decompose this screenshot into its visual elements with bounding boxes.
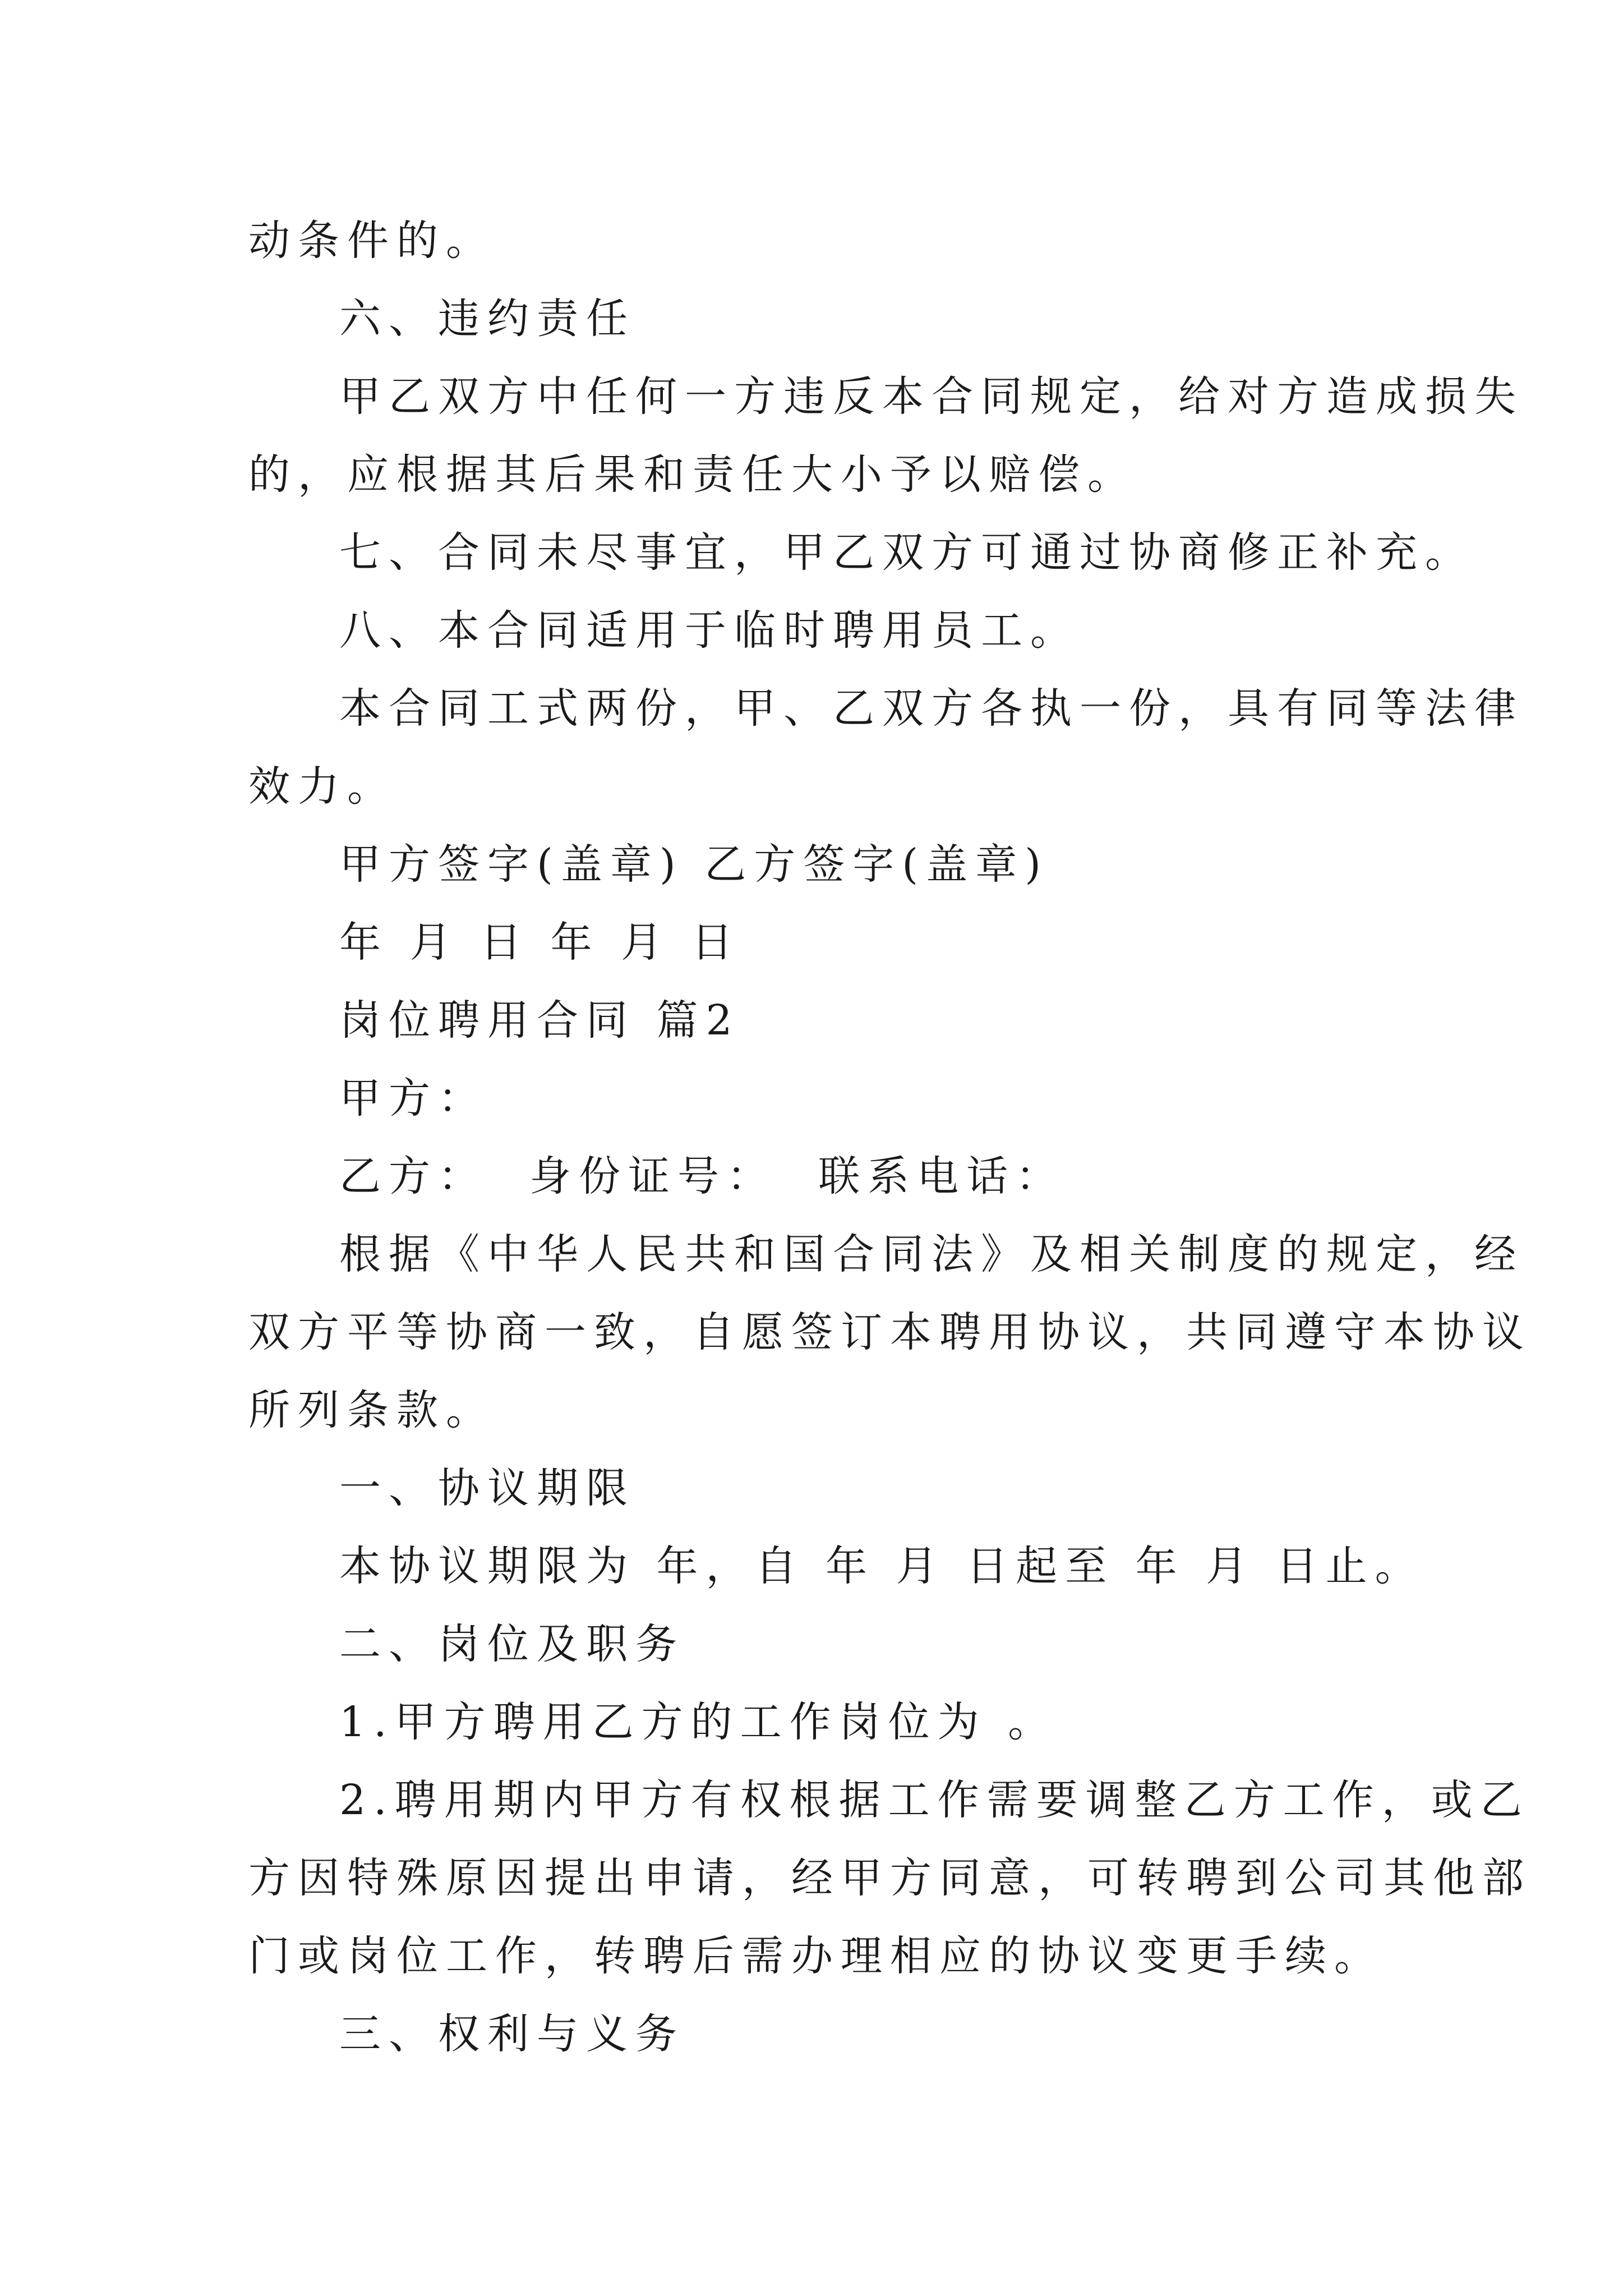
text-line: 本协议期限为 年，自 年 月 日起至 年 月 日止。 xyxy=(339,1542,1424,1590)
party-b-line: 乙方： 身份证号： 联系电话： xyxy=(339,1152,1066,1200)
text-line: 根据《中华人民共和国合同法》及相关制度的规定，经 xyxy=(339,1230,1524,1278)
text-line: 效力。 xyxy=(248,762,396,811)
text-line: 所列条款。 xyxy=(248,1386,495,1434)
text-line: 甲乙双方中任何一方违反本合同规定，给对方造成损失 xyxy=(339,372,1524,421)
section-heading: 六、违约责任 xyxy=(339,295,635,343)
date-line: 年 月 日 年 月 日 xyxy=(339,918,741,967)
text-line: 的，应根据其后果和责任大小予以赔偿。 xyxy=(248,450,1137,499)
text-line: 方因特殊原因提出申请，经甲方同意，可转聘到公司其他部 xyxy=(248,1854,1532,1902)
text-line: 八、本合同适用于临时聘用员工。 xyxy=(339,606,1080,655)
party-a-line: 甲方： xyxy=(339,1074,487,1122)
text-line: 本合同工式两份，甲、乙双方各执一份，具有同等法律 xyxy=(339,684,1524,733)
signature-line: 甲方签字(盖章) 乙方签字(盖章) xyxy=(339,840,1049,889)
text-line: 2.聘用期内甲方有权根据工作需要调整乙方工作，或乙 xyxy=(339,1776,1530,1824)
document-body xyxy=(248,202,1532,2073)
section-heading: 三、权利与义务 xyxy=(339,2010,685,2058)
section-heading: 二、岗位及职务 xyxy=(339,1620,685,1668)
text-line: 门或岗位工作，转聘后需办理相应的协议变更手续。 xyxy=(248,1932,1384,1980)
text-line: 双方平等协商一致，自愿签订本聘用协议，共同遵守本协议 xyxy=(248,1308,1532,1356)
document-title: 岗位聘用合同 篇2 xyxy=(339,996,740,1045)
text-line: 动条件的。 xyxy=(248,217,495,265)
text-line: 1.甲方聘用乙方的工作岗位为 。 xyxy=(339,1698,1058,1746)
section-heading: 一、协议期限 xyxy=(339,1464,635,1512)
text-line: 七、合同未尽事宜，甲乙双方可通过协商修正补充。 xyxy=(339,528,1474,577)
